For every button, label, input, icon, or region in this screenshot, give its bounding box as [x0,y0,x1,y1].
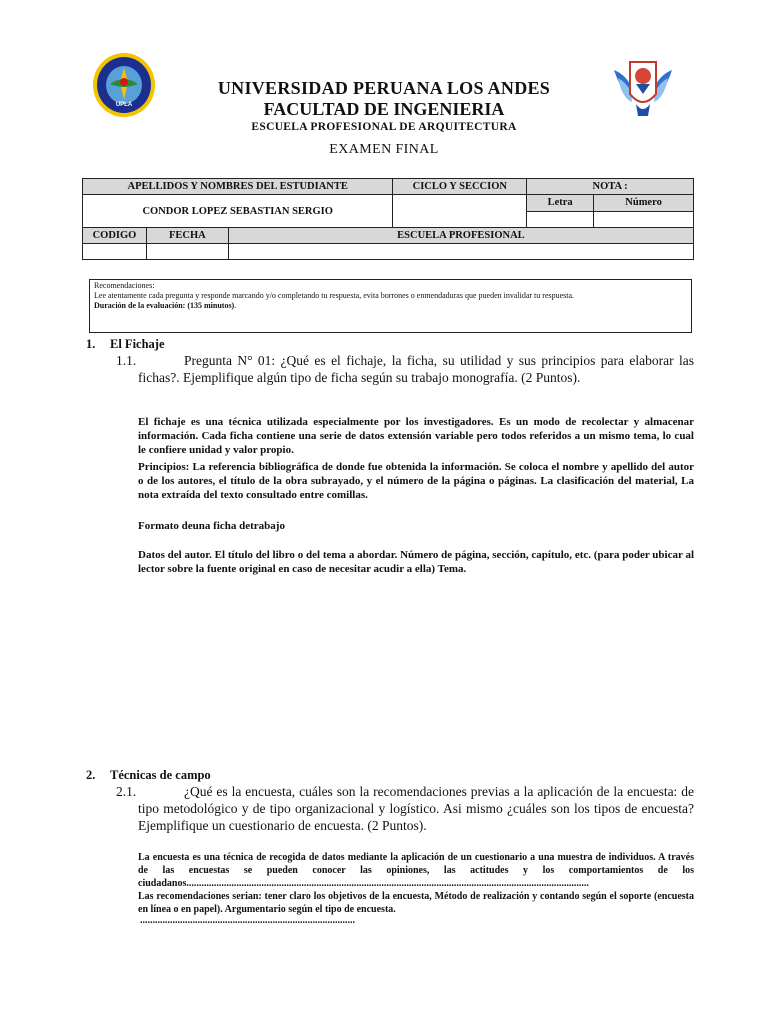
student-info-table [82,178,694,260]
duration-text: Duración de la evaluación: (135 minutos) [94,301,235,310]
grade-header: NOTA : [527,179,694,195]
answer2-recommendations: Las recomendaciones serian: tener claro los objetivos de la encuesta, Método de realización y contando según el soporte (encuesta en línea o en papel). Argumentario según el tipo de encuesta. [138,891,694,915]
date-value [146,244,228,260]
school-header: ESCUELA PROFESIONAL [228,228,693,244]
duration-end: . [234,301,237,310]
cycle-header: CICLO Y SECCION [393,179,527,195]
grade-letter-value [527,211,594,228]
question1-text: Pregunta N° 01: ¿Qué es el fichaje, la ficha, su utilidad y sus principios para elaborar las fichas?. Ejemplifique algún tipo de ficha según su trabajo monografía. (2 Puntos). [138,353,694,385]
code-value [83,244,147,260]
university-title: UNIVERSIDAD PERUANA LOS ANDES [217,78,551,98]
logo-abbr-text: UPLA [115,102,133,108]
code-header: CODIGO [83,228,147,244]
answer1-format-title: Formato deuna ficha detrabajo [138,520,285,532]
faculty-title: FACULTAD DE INGENIERIA [263,99,505,119]
grade-number-header: Número [594,195,694,212]
school-title: ESCUELA PROFESIONAL DE ARQUITECTURA [251,121,517,133]
answer1-format-details: Datos del autor. El título del libro o del tema a abordar. Número de página, sección, capítulo, etc. (para poder ubicar al lector sobre la fuente original en caso de necesitar acudir a ella) Tema. [138,549,694,575]
grade-letter-header: Letra [527,195,594,212]
answer2-dots: ...................................................................................... [140,915,355,926]
section2-title: Técnicas de campo [110,768,211,782]
grade-number-value [594,211,694,228]
section1-number: 1. [86,337,96,351]
recommendations-title: Recomendaciones: [94,281,155,290]
section2-number: 2. [86,768,96,782]
answer2-definition: La encuesta es una técnica de recogida de datos mediante la aplicación de un cuestionario a una muestra de individuos. A través de las encuestas se pueden conocer las opiniones, las actitudes y los comportamientos de los ciudadanos................................................................................................................................................................. [138,852,694,889]
student-name-cell: CONDOR LOPEZ SEBASTIAN SERGIO [83,195,393,228]
recommendations-text: Lee atentamente cada pregunta y responde marcando y/o completando tu respuesta, evita borrones o enmendaduras que pueden invalidar tu respuesta. [94,291,575,300]
cycle-value-cell [393,195,527,228]
question1-number: 1.1. [116,353,137,368]
section1-title: El Fichaje [110,337,165,351]
question2-text: ¿Qué es la encuesta, cuáles son la recomendaciones previas a la aplicación de la encuesta: de tipo metodológico y de tipo organizacional y logístico. Asi mismo ¿cuáles son los tipos de encuesta? Ejemplifique un cuestionario de encuesta. (2 Puntos). [138,784,694,833]
names-header: APELLIDOS Y NOMBRES DEL ESTUDIANTE [83,179,393,195]
exam-title: EXAMEN FINAL [329,142,439,157]
answer1-definition: El fichaje es una técnica utilizada especialmente por los investigadores. Es un modo de recolectar y almacenar información. Cada ficha contiene una serie de datos extensión variable pero todos referidos a un mismo tema, lo cual le confiere unidad y valor propio. [138,416,694,456]
recommendations-box [89,279,692,333]
question2-number: 2.1. [116,784,137,799]
date-header: FECHA [146,228,228,244]
answer1-principles: Principios: La referencia bibliográfica de donde fue obtenida la información. Se coloca el nombre y apellido del autor o de los autores, el título de la obra subrayado, y el número de la página o páginas. La clasificación del material, La nota extraída del texto consultado entre comillas. [138,461,694,501]
school-value [228,244,693,260]
